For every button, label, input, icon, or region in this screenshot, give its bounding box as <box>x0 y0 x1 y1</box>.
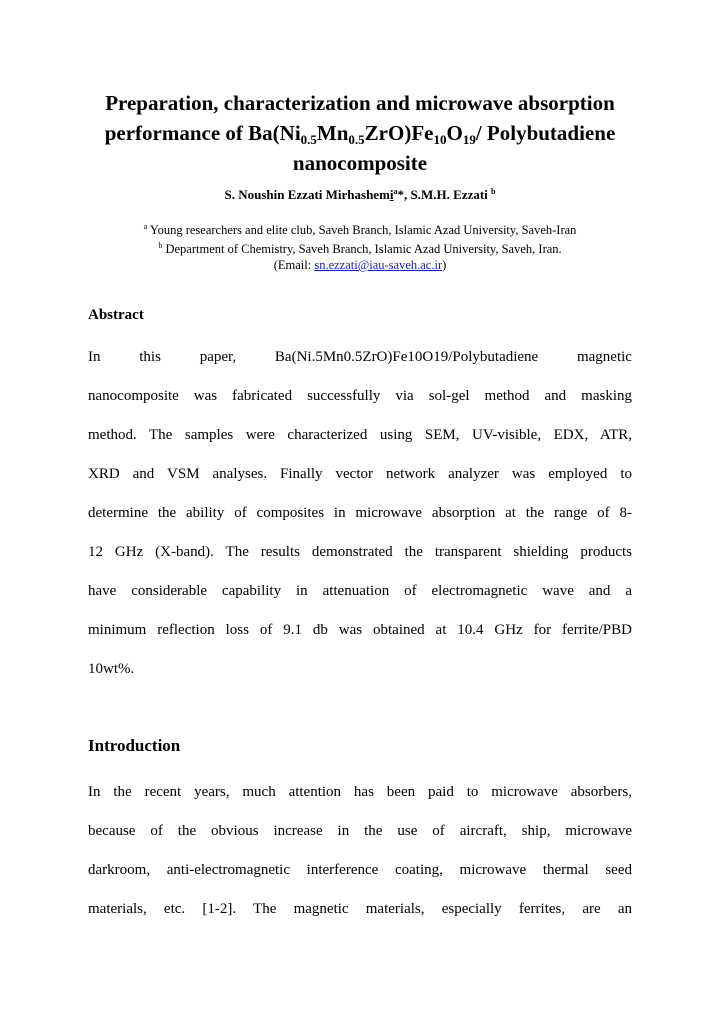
abstract-line <box>88 347 632 386</box>
author-1: S. Noushin Ezzati Mirhashem <box>224 187 390 202</box>
title-subscript: 10 <box>433 132 447 147</box>
title-subscript: 0.5 <box>348 132 365 147</box>
corresponding-mark: *, <box>397 187 411 202</box>
abstract-heading: Abstract <box>88 307 144 323</box>
title-fragment: performance of Ba(Ni <box>104 121 301 145</box>
abstract-word: Ba(Ni.5Mn0.5ZrO)Fe10O19/Polybutadiene <box>274 349 539 365</box>
abstract-line: 12 GHz (X-band). The results demonstrated the transparent shielding products <box>88 544 632 560</box>
abstract-line: nanocomposite was fabricated successfully via sol-gel method and masking <box>88 388 632 404</box>
abstract-line: method. The samples were characterized using SEM, UV-visible, EDX, ATR, <box>88 427 632 443</box>
email-link[interactable]: sn.ezzati@iau-saveh.ac.ir <box>314 258 443 272</box>
title-fragment: / Polybutadiene <box>475 121 616 145</box>
abstract-line: 10wt%. <box>88 661 135 677</box>
title-subscript: 19 <box>462 132 476 147</box>
abstract-body <box>88 347 632 698</box>
title-line-3: nanocomposite <box>292 151 428 175</box>
title-fragment: O <box>446 121 463 145</box>
abstract-line: have considerable capability in attenuation of electromagnetic wave and a <box>88 583 632 599</box>
email-suffix: ) <box>442 258 447 272</box>
author-1-underlined: i <box>389 187 394 202</box>
email-prefix: (Email: <box>273 258 315 272</box>
abstract-word: paper, <box>199 349 237 365</box>
paper-title <box>60 88 660 178</box>
contact-email-line <box>0 257 720 273</box>
abstract-line: determine the ability of composites in microwave absorption at the range of 8- <box>88 505 632 521</box>
introduction-line: because of the obvious increase in the use of aircraft, ship, microwave <box>88 823 632 839</box>
title-subscript: 0.5 <box>300 132 317 147</box>
title-line-2 <box>60 118 660 148</box>
affiliation-b-mark: b <box>158 241 163 250</box>
abstract-line: XRD and VSM analyses. Finally vector network analyzer was employed to <box>88 466 632 482</box>
title-fragment: Mn <box>316 121 349 145</box>
title-fragment: ZrO)Fe <box>364 121 434 145</box>
author-1-affiliation-mark: a <box>393 187 398 196</box>
affiliation-b <box>0 238 720 257</box>
introduction-line: materials, etc. [1-2]. The magnetic materials, especially ferrites, are an <box>88 901 632 917</box>
affiliation-b-text: Department of Chemistry, Saveh Branch, Islamic Azad University, Saveh, Iran. <box>165 242 562 256</box>
abstract-word: In <box>88 349 101 365</box>
author-2-affiliation-mark: b <box>491 187 496 196</box>
abstract-word: magnetic <box>576 349 632 365</box>
introduction-heading: Introduction <box>88 736 181 755</box>
author-2: S.M.H. Ezzati <box>410 187 488 202</box>
abstract-line: minimum reflection loss of 9.1 db was obtained at 10.4 GHz for ferrite/PBD <box>88 622 632 638</box>
introduction-body <box>88 782 632 938</box>
affiliation-a-mark: a <box>143 222 148 231</box>
author-list <box>0 187 720 203</box>
abstract-word: this <box>139 349 161 365</box>
affiliation-a-text: Young researchers and elite club, Saveh Branch, Islamic Azad University, Saveh-Iran <box>149 223 577 237</box>
introduction-line: darkroom, anti-electromagnetic interference coating, microwave thermal seed <box>88 862 632 878</box>
introduction-line: In the recent years, much attention has been paid to microwave absorbers, <box>88 784 632 800</box>
affiliation-a <box>0 219 720 238</box>
title-line-1: Preparation, characterization and microwave absorption <box>105 91 615 115</box>
